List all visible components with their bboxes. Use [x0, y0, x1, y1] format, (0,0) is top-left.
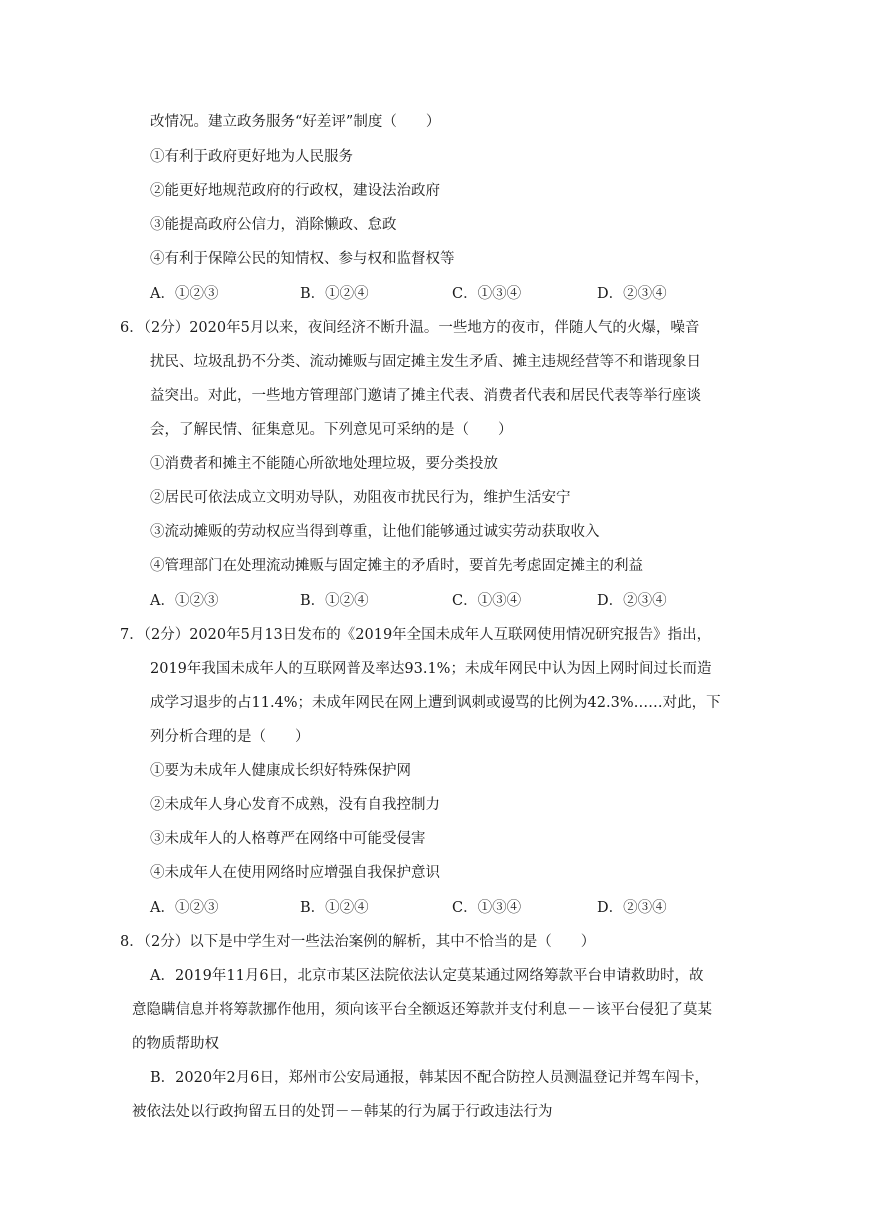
- q8-option-a-line-1: A．2019年11月6日，北京市某区法院依法认定莫某通过网络筹款平台申请救助时，故: [150, 968, 704, 984]
- q6-option-b: B．①②④: [300, 593, 369, 609]
- q6-option-a: A．①②③: [150, 593, 219, 609]
- q6-option-c: C．①③④: [452, 593, 522, 609]
- q5-option-c: C．①③④: [452, 286, 522, 302]
- q6-options: [150, 591, 710, 611]
- q7-item-4: ④未成年人在使用网络时应增强自我保护意识: [150, 865, 440, 881]
- q7-stem-line-2: 2019年我国未成年人的互联网普及率达93.1%；未成年网民中认为因上网时间过长而造: [150, 661, 712, 677]
- q6-stem-line-2: 扰民、垃圾乱扔不分类、流动摊贩与固定摊主发生矛盾、摊主违规经营等不和谐现象日: [150, 354, 701, 370]
- q7-option-a: A．①②③: [150, 900, 219, 916]
- q7-option-b: B．①②④: [300, 900, 369, 916]
- q5-options: [150, 284, 710, 304]
- q7-item-3: ③未成年人的人格尊严在网络中可能受侵害: [150, 831, 426, 847]
- q8-stem: 8．（2分）以下是中学生对一些法治案例的解析，其中不恰当的是（ ）: [120, 934, 596, 950]
- q7-item-2: ②未成年人身心发育不成熟，没有自我控制力: [150, 797, 440, 813]
- q6-item-2: ②居民可依法成立文明劝导队，劝阻夜市扰民行为，维护生活安宁: [150, 490, 571, 506]
- q5-item-1: ①有利于政府更好地为人民服务: [150, 149, 353, 165]
- q5-item-4: ④有利于保障公民的知情权、参与权和监督权等: [150, 251, 455, 267]
- q7-options: [150, 898, 710, 918]
- q6-option-d: D．②③④: [597, 593, 667, 609]
- q7-option-c: C．①③④: [452, 900, 522, 916]
- q5-option-a: A．①②③: [150, 286, 219, 302]
- q6-item-1: ①消费者和摊主不能随心所欲地处理垃圾，要分类投放: [150, 456, 498, 472]
- q8-option-a-line-2: 意隐瞒信息并将筹款挪作他用，须向该平台全额返还筹款并支付利息－－该平台侵犯了莫某: [132, 1002, 712, 1018]
- q5-item-2: ②能更好地规范政府的行政权，建设法治政府: [150, 183, 440, 199]
- q6-stem-line-4: 会，了解民情、征集意见。下列意见可采纳的是（ ）: [150, 422, 513, 438]
- q7-item-1: ①要为未成年人健康成长织好特殊保护网: [150, 763, 411, 779]
- q7-stem-line-1: 7．（2分）2020年5月13日发布的《2019年全国未成年人互联网使用情况研究报告》指出，: [120, 627, 712, 643]
- q5-option-d: D．②③④: [597, 286, 667, 302]
- q5-option-b: B．①②④: [300, 286, 369, 302]
- q5-stem-tail: 改情况。建立政务服务“好差评”制度（ ）: [150, 114, 441, 130]
- q7-stem-line-3: 成学习退步的占11.4%；未成年网民在网上遭到讽刺或谩骂的比例为42.3%……对此，下: [150, 695, 721, 711]
- q7-stem-line-4: 列分析合理的是（ ）: [150, 729, 310, 745]
- q6-stem-line-3: 益突出。对此，一些地方管理部门邀请了摊主代表、消费者代表和居民代表等举行座谈: [150, 388, 701, 404]
- q8-option-b-line-2: 被依法处以行政拘留五日的处罚－－韩某的行为属于行政违法行为: [132, 1104, 553, 1120]
- q6-stem-line-1: 6．（2分）2020年5月以来，夜间经济不断升温。一些地方的夜市，伴随人气的火爆，噪音: [120, 320, 700, 336]
- q7-option-d: D．②③④: [597, 900, 667, 916]
- q5-item-3: ③能提高政府公信力，消除懒政、怠政: [150, 217, 397, 233]
- q6-item-3: ③流动摊贩的劳动权应当得到尊重，让他们能够通过诚实劳动获取收入: [150, 524, 600, 540]
- q8-option-b-line-1: B．2020年2月6日，郑州市公安局通报，韩某因不配合防控人员测温登记并驾车闯卡，: [150, 1070, 710, 1086]
- q6-item-4: ④管理部门在处理流动摊贩与固定摊主的矛盾时，要首先考虑固定摊主的利益: [150, 558, 643, 574]
- q8-option-a-line-3: 的物质帮助权: [132, 1036, 219, 1052]
